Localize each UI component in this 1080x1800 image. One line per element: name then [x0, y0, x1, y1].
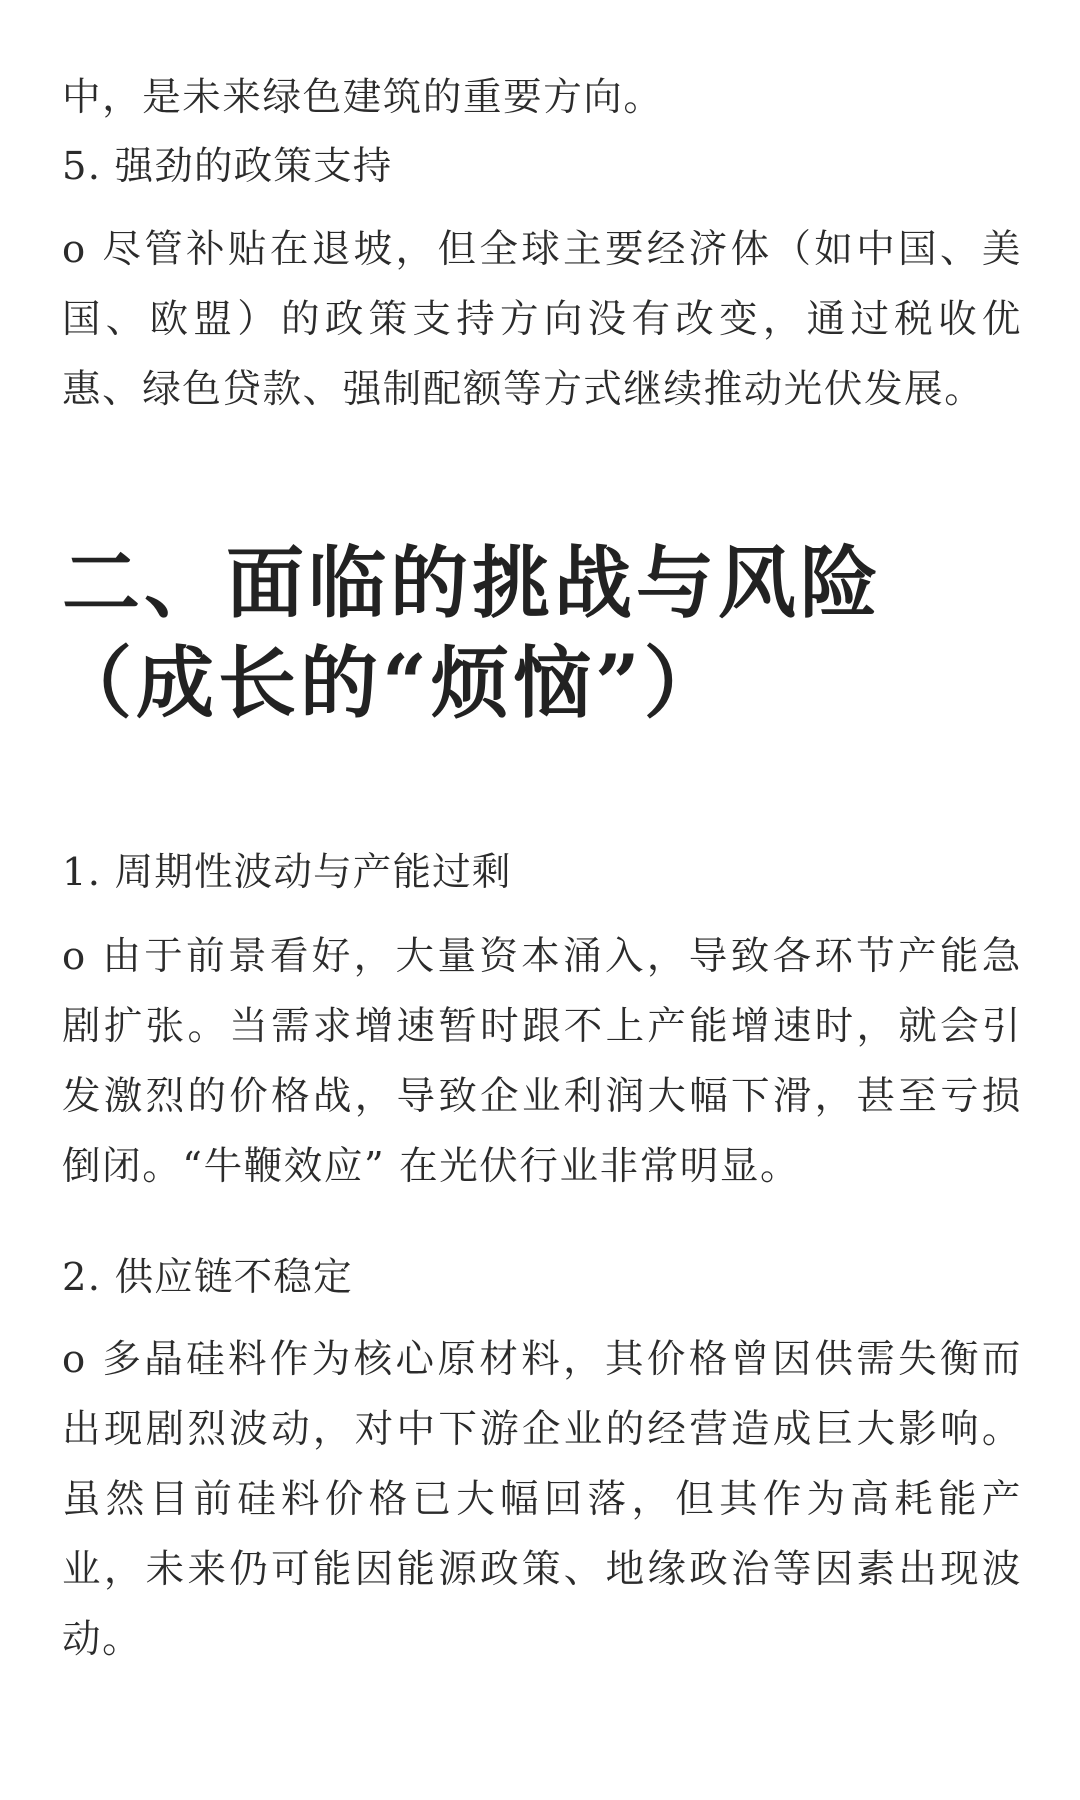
section-title-line2: （成长的“烦恼”） — [54, 638, 726, 729]
paragraph-cyclical-overcapacity: o 由于前景看好，大量资本涌入，导致各环节产能急剧扩张。当需求增速暂时跟不上产能增速时，就会引发激烈的价格战，导致企业利润大幅下滑，甚至亏损倒闭。“牛鞭效应” 在光伏行业非常明显。 — [62, 934, 1022, 1189]
section-title-line1: 二、面临的挑战与风险 — [62, 538, 883, 629]
subheading-supply-chain: 2. 供应链不稳定 — [62, 1255, 353, 1300]
paragraph-green-building: 中，是未来绿色建筑的重要方向。 — [62, 75, 664, 120]
paragraph-policy-support: o 尽管补贴在退坡，但全球主要经济体（如中国、美国、欧盟）的政策支持方向没有改变，通过税收优惠、绿色贷款、强制配额等方式继续推动光伏发展。 — [62, 227, 1022, 412]
paragraph-supply-chain: o 多晶硅料作为核心原材料，其价格曾因供需失衡而出现剧烈波动，对中下游企业的经营造成巨大影响。虽然目前硅料价格已大幅回落，但其作为高耗能产业，未来仍可能因能源政策、地缘政治等因素出现波动。 — [62, 1337, 1022, 1662]
subheading-policy-support: 5. 强劲的政策支持 — [62, 144, 393, 189]
subheading-cyclical-overcapacity: 1. 周期性波动与产能过剩 — [62, 850, 512, 895]
